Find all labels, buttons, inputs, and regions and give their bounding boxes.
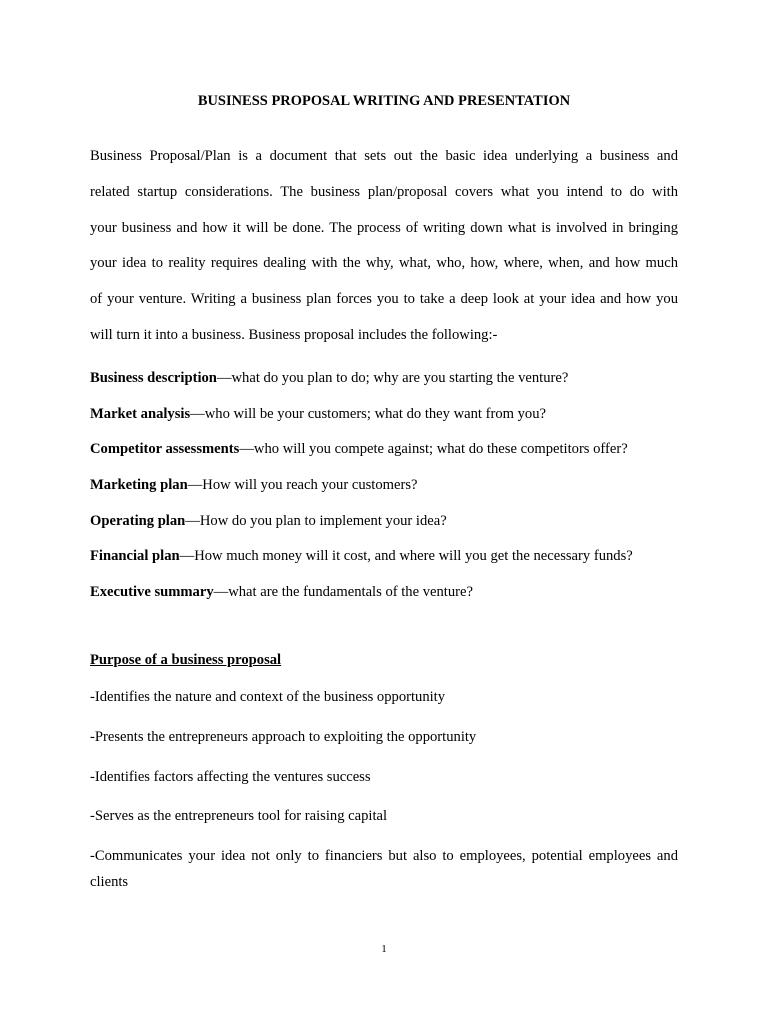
component-description: —How much money will it cost, and where will you get the necessary funds? xyxy=(179,548,633,565)
list-item xyxy=(90,581,690,617)
purpose-item: -Presents the entrepreneurs approach to exploiting the opportunity xyxy=(90,728,477,745)
proposal-components-list xyxy=(90,367,690,617)
list-item xyxy=(90,474,690,510)
intro-line: your business and how it will be done. The process of writing down what is involved in bringing xyxy=(90,219,678,236)
purpose-item: -Communicates your idea not only to financiers but also to employees, potential employees and clients xyxy=(90,848,678,891)
list-item xyxy=(90,438,690,474)
list-item xyxy=(90,403,690,439)
intro-line: related startup considerations. The business plan/proposal covers what you intend to do with xyxy=(90,183,678,200)
intro-line: your idea to reality requires dealing with the why, what, who, how, where, when, and how much xyxy=(90,255,678,272)
document-title: BUSINESS PROPOSAL WRITING AND PRESENTATION xyxy=(197,93,571,109)
list-item xyxy=(90,367,690,403)
component-term: Business description xyxy=(90,370,217,386)
purpose-heading: Purpose of a business proposal xyxy=(90,652,282,668)
component-term: Executive summary xyxy=(90,584,214,601)
component-term: Competitor assessments xyxy=(90,441,240,458)
intro-line: will turn it into a business. Business proposal includes the following:- xyxy=(90,326,498,343)
component-term: Operating plan xyxy=(90,512,186,529)
purpose-list xyxy=(90,686,678,895)
purpose-item: -Serves as the entrepreneurs tool for raising capital xyxy=(90,808,388,825)
component-description: —How will you reach your customers? xyxy=(187,477,418,494)
intro-line: of your venture. Writing a business plan forces you to take a deep look at your idea and how you xyxy=(90,291,678,308)
component-description: —what do you plan to do; why are you starting the venture? xyxy=(216,370,569,386)
component-description: —How do you plan to implement your idea? xyxy=(185,512,447,529)
page-number: 1 xyxy=(381,943,387,955)
component-description: —who will you compete against; what do these competitors offer? xyxy=(239,441,628,458)
component-term: Marketing plan xyxy=(90,477,188,494)
intro-line: Business Proposal/Plan is a document that sets out the basic idea underlying a business and xyxy=(90,148,678,164)
intro-paragraph xyxy=(90,139,678,354)
component-term: Financial plan xyxy=(90,548,180,565)
component-description: —who will be your customers; what do they want from you? xyxy=(190,405,546,422)
component-term: Market analysis xyxy=(90,405,191,422)
component-description: —what are the fundamentals of the venture? xyxy=(213,584,473,601)
purpose-item: -Identifies factors affecting the ventures success xyxy=(90,768,371,785)
list-item xyxy=(90,545,690,581)
purpose-item: -Identifies the nature and context of the business opportunity xyxy=(90,689,446,705)
list-item xyxy=(90,510,690,546)
